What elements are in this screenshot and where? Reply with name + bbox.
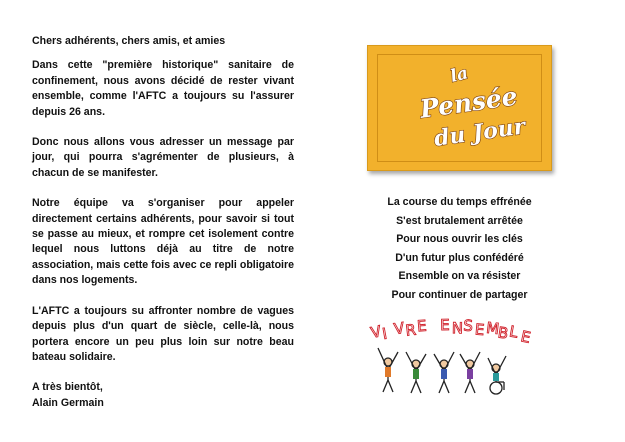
poem-line: La course du temps effrénée [387, 196, 532, 208]
card-title-art [368, 46, 553, 172]
poem-line: Ensemble on va résister [398, 270, 521, 283]
signature: Alain Germain [32, 396, 104, 409]
poem-line: D'un futur plus confédéré [395, 251, 524, 264]
letter-glyph: V [392, 318, 406, 339]
card-line-2: Pensée [418, 81, 520, 124]
letter-glyph: M [485, 318, 501, 339]
letter-glyph: E [440, 315, 450, 335]
poem-line: S'est brutalement arrêtée [396, 214, 523, 227]
card-line-1: la [448, 63, 471, 87]
letter-glyph: L [507, 322, 520, 342]
letter-text [32, 34, 294, 411]
letter-glyph: B [496, 323, 510, 343]
closing: A très bientôt, [32, 381, 103, 394]
letter-glyph: E [474, 320, 486, 340]
letter-glyph: S [462, 316, 474, 335]
paragraph-3: Notre équipe va s'organiser pour appeler directement certains adhérents, pour savoir si tout se passe au mieux, et rompre cet isolement contre lequel nous luttons déjà au titre de notre association, mais cette fois avec ce repli obligatoire dans nos logements. [32, 197, 294, 287]
greeting: Chers adhérents, chers amis, et amies [32, 35, 226, 47]
vivre-ensemble-illustration [368, 315, 533, 398]
paragraph-2: Donc nous allons vous adresser un message par jour, qui pourra s'agrémenter de plusieurs, à chacun de se manifester. [32, 136, 294, 179]
paragraph-1: Dans cette "première historique" sanitaire de confinement, nous avons décidé de rester vivant ensemble, comme l'AFTC a toujours su l'assurer depuis 26 ans. [32, 59, 294, 118]
letter-glyph: E [519, 327, 533, 347]
people-figures [378, 348, 506, 394]
letter-glyph: R [404, 320, 418, 340]
letter-glyph: N [451, 319, 464, 338]
poem-line: Pour continuer de partager [391, 288, 528, 301]
pensee-du-jour-card [367, 45, 552, 171]
poem-line: Pour nous ouvrir les clés [396, 233, 523, 246]
poem [352, 193, 567, 305]
letter-glyph: V [369, 322, 383, 342]
letter-glyph: I [380, 324, 389, 344]
card-line-3: du Jour [432, 113, 527, 152]
vivre-ensemble-lettering [369, 316, 532, 347]
letter-glyph: E [416, 316, 428, 336]
paragraph-4: L'AFTC a toujours su affronter nombre de vagues depuis plus d'un quart de siècle, celle-là, nous portera encore un peu plus loin sur notre beau bateau solidaire. [32, 304, 294, 363]
